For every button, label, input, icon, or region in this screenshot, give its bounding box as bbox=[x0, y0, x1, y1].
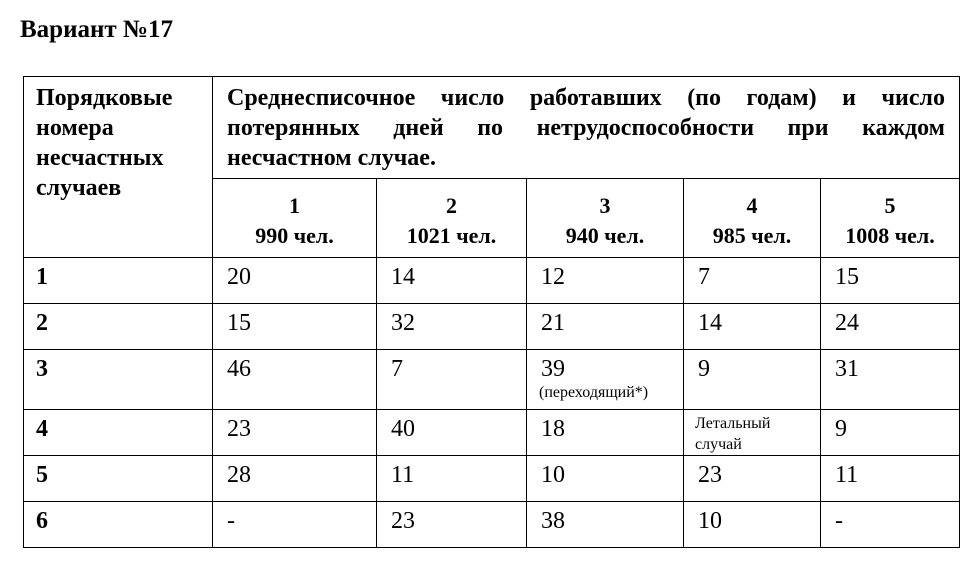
year-header-3: 3 940 чел. bbox=[527, 179, 684, 258]
year-header-1: 1 990 чел. bbox=[213, 179, 377, 258]
table-cell: 24 bbox=[821, 304, 960, 350]
table-cell: 20 bbox=[213, 258, 377, 304]
lethal-case-cell: Летальный случай bbox=[684, 410, 821, 456]
table-row bbox=[24, 304, 960, 350]
table-cell: 11 bbox=[821, 456, 960, 502]
transitional-note: (переходящий*) bbox=[539, 384, 649, 401]
table-cell: 23 bbox=[684, 456, 821, 502]
page-title: Вариант №17 bbox=[20, 16, 174, 43]
table-row bbox=[24, 456, 960, 502]
year-header-4: 4 985 чел. bbox=[684, 179, 821, 258]
year-header-5: 5 1008 чел. bbox=[821, 179, 960, 258]
row-number: 1 bbox=[24, 258, 213, 304]
row-number: 2 bbox=[24, 304, 213, 350]
table-cell: 14 bbox=[377, 258, 527, 304]
table-cell: 21 bbox=[527, 304, 684, 350]
table-cell: 18 bbox=[527, 410, 684, 456]
table-cell: 23 bbox=[213, 410, 377, 456]
row-number: 4 bbox=[24, 410, 213, 456]
table-cell: 10 bbox=[527, 456, 684, 502]
case-number-header: Порядковые номера несчастных случаев bbox=[24, 77, 213, 258]
table-row bbox=[24, 502, 960, 548]
table-row bbox=[24, 258, 960, 304]
table-cell: 15 bbox=[213, 304, 377, 350]
table-cell: 11 bbox=[377, 456, 527, 502]
table-row bbox=[24, 350, 960, 410]
row-number: 3 bbox=[24, 350, 213, 410]
table-cell: 14 bbox=[684, 304, 821, 350]
injury-data-table bbox=[23, 76, 960, 548]
table-cell-with-note bbox=[527, 350, 684, 410]
table-cell: 9 bbox=[684, 350, 821, 410]
table-cell: 9 bbox=[821, 410, 960, 456]
table-cell: 38 bbox=[527, 502, 684, 548]
row-number: 6 bbox=[24, 502, 213, 548]
table-cell: 7 bbox=[377, 350, 527, 410]
table-cell: 12 bbox=[527, 258, 684, 304]
year-header-2: 2 1021 чел. bbox=[377, 179, 527, 258]
table-cell: 31 bbox=[821, 350, 960, 410]
table-cell: 28 bbox=[213, 456, 377, 502]
table-cell-value: 39 bbox=[541, 356, 565, 382]
table-cell: - bbox=[213, 502, 377, 548]
table-cell: 15 bbox=[821, 258, 960, 304]
table-row bbox=[24, 410, 960, 456]
table-cell: - bbox=[821, 502, 960, 548]
row-number: 5 bbox=[24, 456, 213, 502]
table-cell: 23 bbox=[377, 502, 527, 548]
table-cell: 10 bbox=[684, 502, 821, 548]
table-cell: 40 bbox=[377, 410, 527, 456]
table-cell: 32 bbox=[377, 304, 527, 350]
workers-header: Среднесписочное число работавших (по годам) и число потерянных дней по нетрудоспособности при каждом несчастном случае. bbox=[213, 77, 960, 179]
table-cell: 46 bbox=[213, 350, 377, 410]
table-cell: 7 bbox=[684, 258, 821, 304]
